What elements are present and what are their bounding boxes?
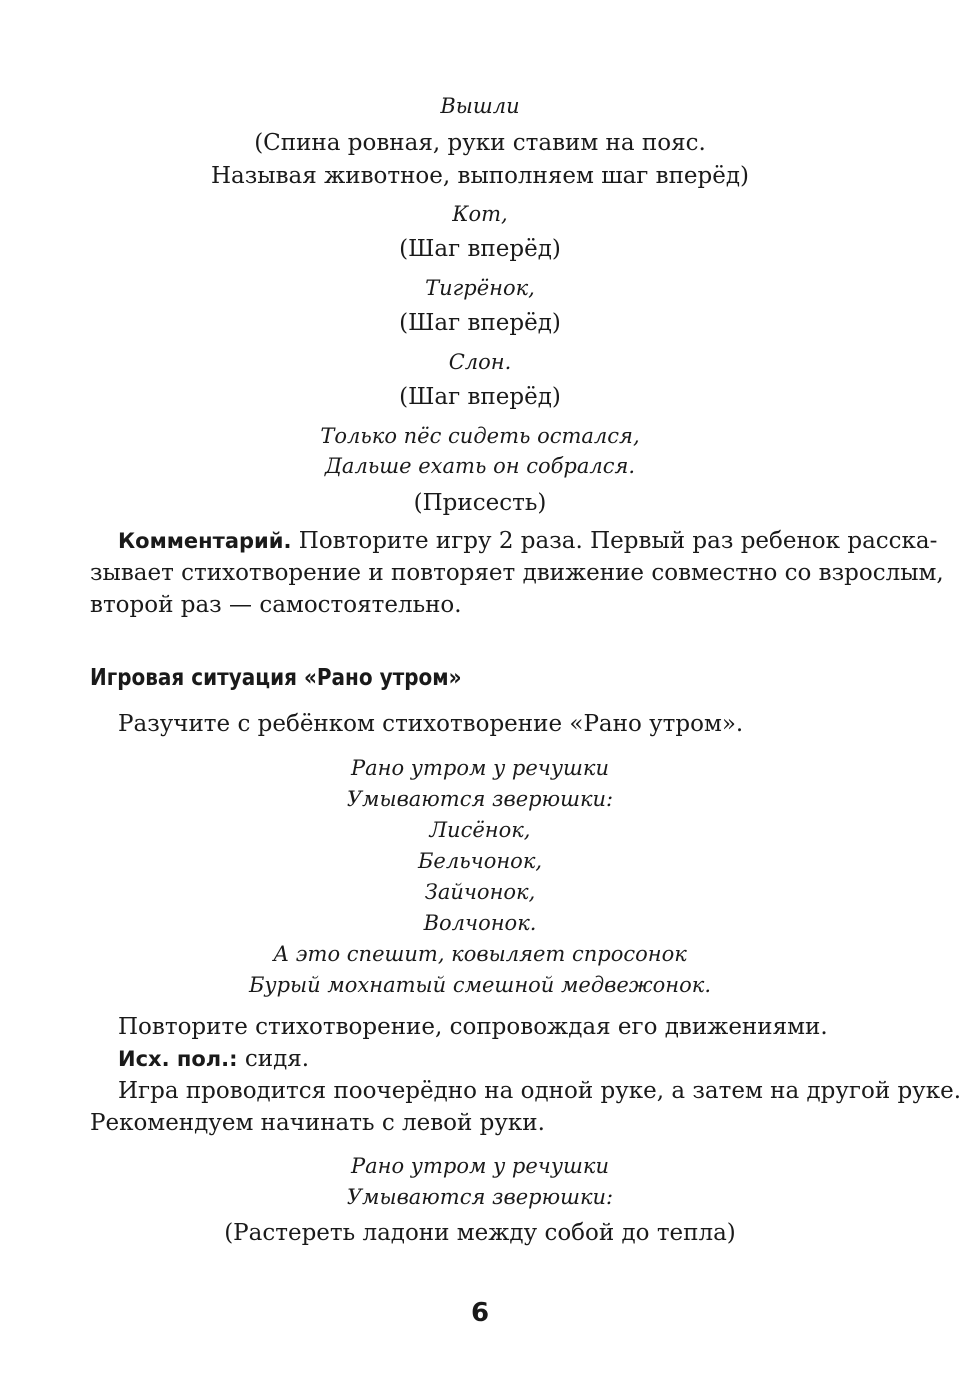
position-value: сидя. bbox=[237, 1046, 310, 1072]
comment-label: Комментарий. bbox=[118, 529, 292, 553]
poem-line: Дальше ехать он собрался. bbox=[324, 454, 636, 478]
poem-line: Волчонок. bbox=[423, 911, 537, 935]
page-number: 6 bbox=[470, 1298, 490, 1328]
poem-line: Слон. bbox=[448, 350, 512, 374]
repeat-paragraph: Повторите стихотворение, сопровождая его движениями. bbox=[118, 1014, 828, 1040]
instruction-line: (Присесть) bbox=[413, 490, 547, 516]
poem-line: Бурый мохнатый смешной медвежонок. bbox=[249, 973, 711, 997]
poem-line: Только пёс сидеть остался, bbox=[320, 424, 640, 448]
poem-line: Кот, bbox=[452, 202, 508, 226]
poem-line: Вышли bbox=[440, 94, 520, 118]
comment-line: второй раз — самостоятельно. bbox=[90, 592, 462, 618]
instruction-line: (Шаг вперёд) bbox=[399, 310, 561, 336]
instruction-line: (Растереть ладони между собой до тепла) bbox=[224, 1220, 736, 1246]
game-paragraph-line: Игра проводится поочерёдно на одной руке, а затем на другой руке. bbox=[118, 1078, 962, 1104]
poem-line: А это спешит, ковыляет спросонок bbox=[273, 942, 687, 966]
comment-line bbox=[90, 528, 938, 554]
comment-text: Повторите игру 2 раза. Первый раз ребенок расска- bbox=[291, 528, 938, 554]
poem-line: Умываются зверюшки: bbox=[346, 787, 614, 811]
position-paragraph bbox=[90, 1046, 870, 1072]
intro-paragraph: Разучите с ребёнком стихотворение «Рано утром». bbox=[118, 711, 744, 737]
comment-line: зывает стихотворение и повторяет движение совместно со взрослым, bbox=[90, 560, 944, 586]
poem-line: Умываются зверюшки: bbox=[346, 1185, 614, 1209]
instruction-line: (Спина ровная, руки ставим на пояс. bbox=[254, 130, 706, 156]
poem-line: Тигрёнок, bbox=[425, 276, 535, 300]
poem-line: Рано утром у речушки bbox=[351, 756, 609, 780]
poem-line: Зайчонок, bbox=[424, 880, 536, 904]
poem-line: Лисёнок, bbox=[429, 818, 531, 842]
poem-line: Бельчонок, bbox=[417, 849, 543, 873]
instruction-line: (Шаг вперёд) bbox=[399, 236, 561, 262]
instruction-line: Называя животное, выполняем шаг вперёд) bbox=[210, 163, 750, 189]
instruction-line: (Шаг вперёд) bbox=[399, 384, 561, 410]
poem-line: Рано утром у речушки bbox=[351, 1154, 609, 1178]
position-label: Исх. пол.: bbox=[118, 1047, 238, 1071]
section-heading: Игровая ситуация «Рано утром» bbox=[90, 665, 462, 691]
game-paragraph-line: Рекомендуем начинать с левой руки. bbox=[90, 1110, 545, 1136]
